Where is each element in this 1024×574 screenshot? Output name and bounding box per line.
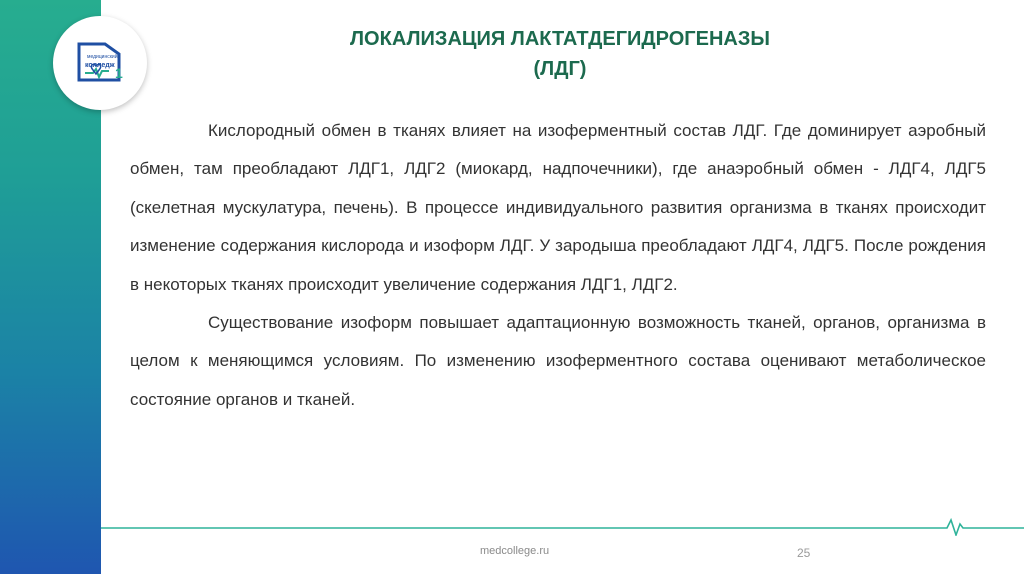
page-number: 25: [797, 546, 811, 560]
paragraph-2: Существование изоформ повышает адаптационную возможность тканей, органов, организма в целом к меняющимся условиям. По изменению изоферментного состава оценивают метаболическое состояние органов и тканей.: [130, 313, 986, 409]
logo-number: 1: [115, 65, 123, 81]
college-logo-icon: [75, 40, 127, 88]
slide-title-line1: ЛОКАЛИЗАЦИЯ ЛАКТАТДЕГИДРОГЕНАЗЫ: [350, 28, 770, 50]
college-logo: [53, 16, 147, 110]
heartbeat-divider: [101, 516, 1024, 536]
paragraph-1: Кислородный обмен в тканях влияет на изоферментный состав ЛДГ. Где доминирует аэробный обмен, там преобладают ЛДГ1, ЛДГ2 (миокард, надпочечники), где анаэробный обмен - ЛДГ4, ЛДГ5 (скелетная мускулатура, печень). В процессе индивидуального развития организма в тканях происходит изменение содержания кислорода и изоформ ЛДГ. У зародыша преобладают ЛДГ4, ЛДГ5. После рождения в некоторых тканях происходит увеличение содержания ЛДГ1, ЛДГ2.: [130, 121, 986, 294]
logo-text-line1: медицинский: [87, 54, 118, 60]
slide-body: [130, 112, 986, 419]
slide-title: [230, 24, 890, 84]
logo-text-line2: колледж: [85, 62, 115, 69]
footer-site: medcollege.ru: [480, 545, 550, 557]
slide-title-line2: (ЛДГ): [533, 58, 587, 80]
